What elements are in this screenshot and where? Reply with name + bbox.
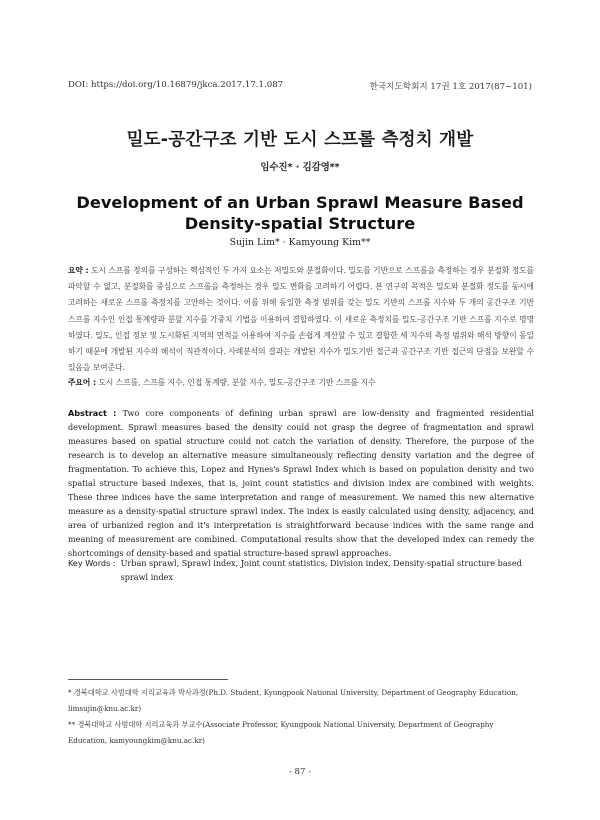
footnote-2: ** 경북대학교 사범대학 지리교육과 부교수(Associate Professor, Kyungpook National University, Department of Geography Education, kamyoungkim@knu.ac.kr) (68, 720, 494, 745)
korean-title: 밀도-공간구조 기반 도시 스프롤 측정치 개발 (126, 130, 474, 150)
english-keywords-text: Urban sprawl, Sprawl index, Joint count statistics, Division index, Density-spatial structure based sprawl index (120, 558, 522, 582)
english-abstract-text: Two core components of defining urban sprawl are low-density and fragmented residential development. Sprawl measures based the density could not grasp the degree of fragmentation and sprawl measures based on spatial structure could not catch the variation of density. Therefore, the purpose of the research is to develop an alternative measure simultaneously reflecting density variation and the degree of fragmentation. To achieve this, Lopez and Hynes's Sprawl Index which is based on population density and two spatial structure based indexes, that is, joint count statistics and division index are combined with weights. These three indices have the same interpretation and range of measurement. We named this new alternative measure as a density-spatial structure sprawl index. The index is easily calculated using density, adjacency, and area of urbanized region and it's interpretation is straightforward because indices with the same range and meaning of measurement are combined. Computational results show that the developed index can remedy the shortcomings of density-based and spatial structure-based sprawl approaches. (68, 408, 535, 558)
korean-keywords-text: 도시 스프롤, 스프롤 지수, 인접 통계량, 분할 지수, 밀도-공간구조 기반 스프롤 지수 (98, 378, 376, 387)
journal-header: 한국지도학회지 17권 1호 2017(87~101) (369, 82, 532, 92)
footnote-divider (68, 679, 228, 680)
korean-keywords (68, 377, 534, 388)
korean-abstract-label: 요약 : (68, 266, 89, 275)
english-title-line-2: Density-spatial Structure (184, 214, 416, 233)
page-number: - 87 - (288, 767, 312, 777)
doi-header: DOI: https://doi.org/10.16879/jkca.2017.17.1.087 (68, 80, 284, 90)
english-title-line-1: Development of an Urban Sprawl Measure Based (76, 193, 524, 212)
english-authors: Sujin Lim* · Kamyoung Kim** (229, 237, 371, 248)
english-keywords (68, 556, 534, 584)
korean-abstract-text: 도시 스프롤 정의를 구성하는 핵심적인 두 가지 요소는 저밀도와 분절화이다. 밀도를 기반으로 스프롤을 측정하는 경우 분절화 정도를 파악할 수 없고, 분절화를 중심으로 스프롤을 측정하는 경우 밀도 변화를 고려하기 어렵다. 본 연구의 목적은 밀도와 분절화 정도를 동시에 고려하는 새로운 스프롤 측정치를 고안하는 것이다. 이를 위해 동일한 측정 범위를 갖는 밀도 기반의 스프롤 지수와 두 개의 공간구조 기반 스프롤 지수인 인접 통계량과 분할 지수를 가중치 기법을 이용하여 결합하였다. 이 새로운 측정치를 밀도-공간구조 기반 스프롤 지수로 명명하였다. 밀도, 인접 정보 및 도시화된 지역의 면적을 이용하여 지수를 손쉽게 계산할 수 있고 결합한 세 지수의 측정 범위와 해석 방향이 동일하기 때문에 개발된 지수의 해석이 직관적이다. 사례분석의 결과는 개발된 지수가 밀도기반 접근과 공간구조 기반 접근의 단점을 보완할 수 있음을 보여준다. (68, 266, 534, 373)
english-keywords-label: Key Words : (68, 558, 116, 568)
english-title (0, 192, 600, 234)
korean-authors: 임수진* · 김감영** (260, 162, 340, 173)
korean-abstract (68, 263, 534, 376)
korean-keywords-label: 주요어 : (68, 378, 97, 387)
english-abstract (68, 406, 534, 560)
english-abstract-label: Abstract : (68, 408, 117, 418)
footnote-1: * 경북대학교 사범대학 지리교육과 박사과정(Ph.D. Student, Kyungpook National University, Department of Geography Education, limsujin@knu.ac.kr) (68, 688, 519, 713)
